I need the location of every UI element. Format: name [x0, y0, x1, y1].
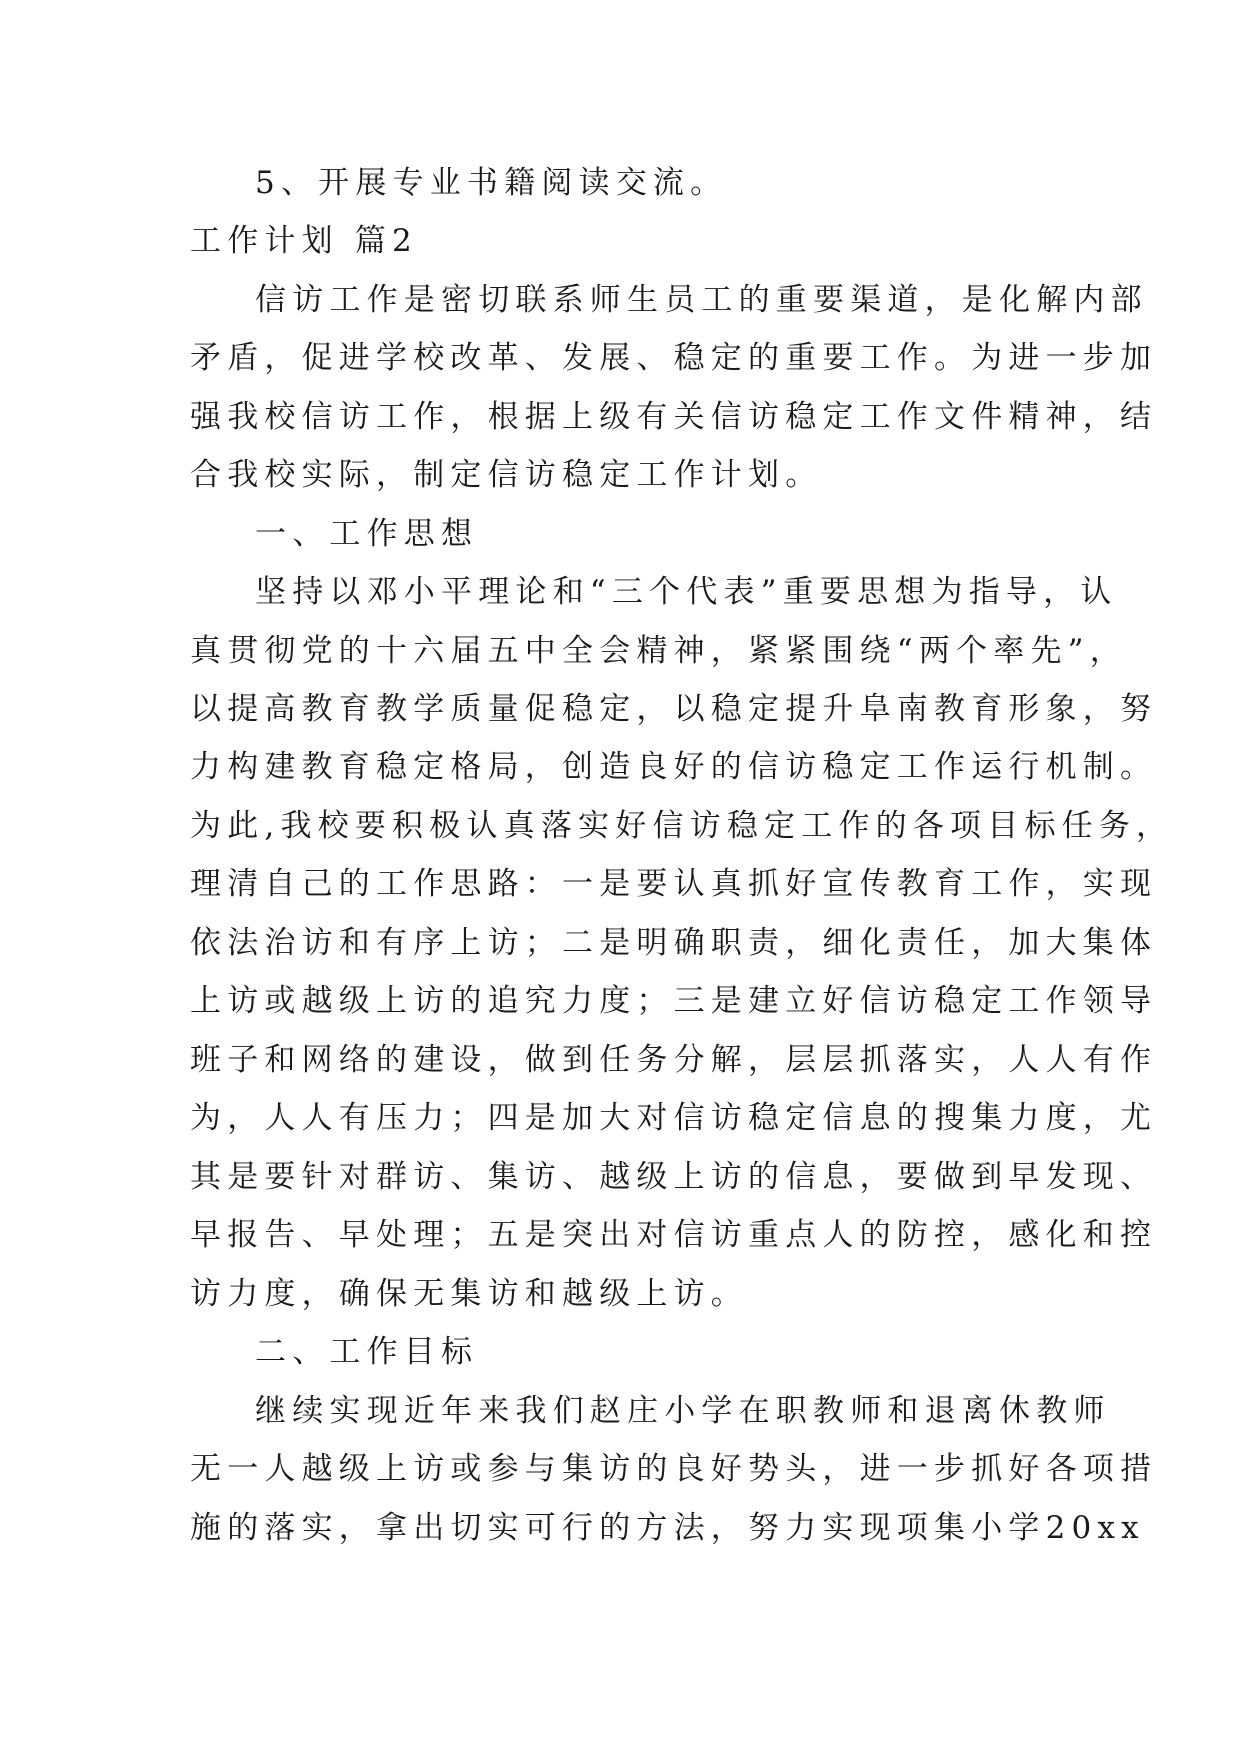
paragraph-line: 早报告、早处理；五是突出对信访重点人的防控，感化和控 — [190, 1217, 1158, 1253]
paragraph-line: 依法治访和有序上访；二是明确职责，细化责任，加大集体 — [190, 925, 1158, 961]
paragraph-line: 为此,我校要积极认真落实好信访稳定工作的各项目标任务， — [190, 808, 1174, 844]
subsection-heading: 一、工作思想 — [255, 516, 479, 552]
paragraph-line: 力构建教育稳定格局，创造良好的信访稳定工作运行机制。 — [190, 749, 1158, 785]
paragraph-line: 其是要针对群访、集访、越级上访的信息，要做到早发现、 — [190, 1159, 1158, 1195]
paragraph-line: 为，人人有压力；四是加大对信访稳定信息的搜集力度，尤 — [190, 1100, 1158, 1136]
paragraph-line: 班子和网络的建设，做到任务分解，层层抓落实，人人有作 — [190, 1042, 1158, 1078]
section-heading: 工作计划 篇2 — [190, 223, 418, 259]
paragraph-line: 信访工作是密切联系师生员工的重要渠道，是化解内部 — [255, 282, 1148, 318]
paragraph-line: 无一人越级上访或参与集访的良好势头，进一步抓好各项措 — [190, 1451, 1158, 1487]
list-item: 5、开展专业书籍阅读交流。 — [255, 165, 728, 201]
paragraph-line: 上访或越级上访的追究力度；三是建立好信访稳定工作领导 — [190, 983, 1158, 1019]
paragraph-line: 合我校实际，制定信访稳定工作计划。 — [190, 457, 823, 493]
paragraph-line: 坚持以邓小平理论和“三个代表”重要思想为指导，认 — [255, 574, 1118, 610]
paragraph-line: 访力度，确保无集访和越级上访。 — [190, 1276, 748, 1312]
paragraph-line: 矛盾，促进学校改革、发展、稳定的重要工作。为进一步加 — [190, 340, 1158, 376]
paragraph-line: 以提高教育教学质量促稳定，以稳定提升阜南教育形象，努 — [190, 691, 1158, 727]
paragraph-line: 强我校信访工作，根据上级有关信访稳定工作文件精神，结 — [190, 399, 1158, 435]
paragraph-line: 真贯彻党的十六届五中全会精神，紧紧围绕“两个率先”， — [190, 633, 1127, 669]
subsection-heading: 二、工作目标 — [255, 1334, 479, 1370]
paragraph-line: 理清自己的工作思路：一是要认真抓好宣传教育工作，实现 — [190, 866, 1158, 902]
paragraph-line: 继续实现近年来我们赵庄小学在职教师和退离休教师 — [255, 1393, 1111, 1429]
paragraph-line: 施的落实，拿出切实可行的方法，努力实现项集小学20xx — [190, 1510, 1145, 1546]
